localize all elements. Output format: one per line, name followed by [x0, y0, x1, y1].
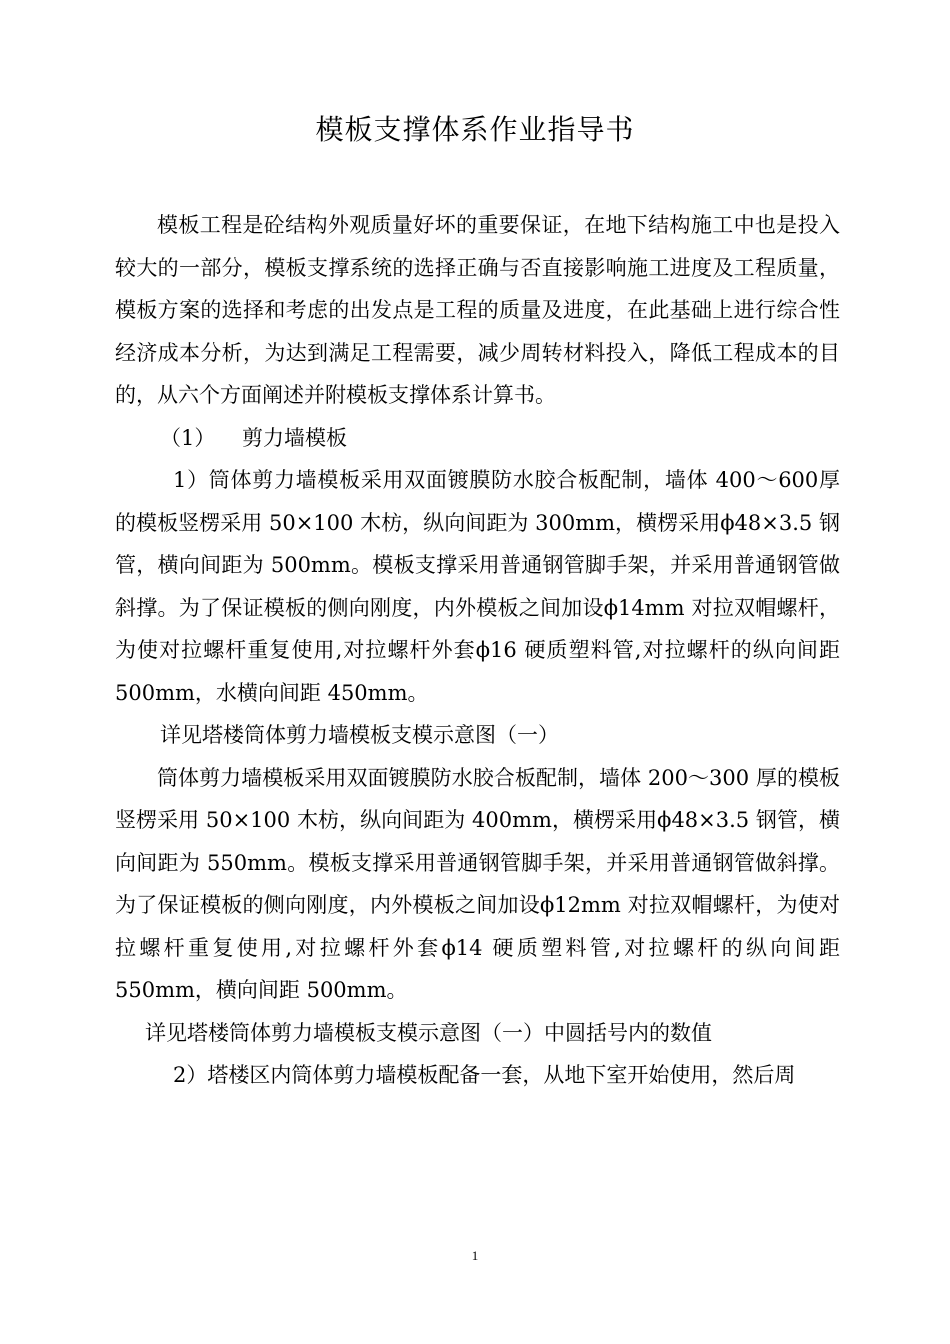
item-1-paragraph: 1）筒体剪力墙模板采用双面镀膜防水胶合板配制，墙体 400～600厚的模板竖楞采用 50×100 木枋，纵向间距为 300mm，横楞采用ϕ48×3.5 钢管，横向间距为 500mm。模板支撑采用普通钢管脚手架，并采用普通钢管做斜撑。为了保证模板的侧向刚度，内外模板之间加设ϕ14mm 对拉双帽螺杆，为使对拉螺杆重复使用,对拉螺杆外套ϕ16 硬质塑料管,对拉螺杆的纵向间距 500mm，水横向间距 450mm。 — [115, 468, 840, 705]
intro-paragraph: 模板工程是砼结构外观质量好坏的重要保证，在地下结构施工中也是投入较大的一部分，模板支撑系统的选择正确与否直接影响施工进度及工程质量，模板方案的选择和考虑的出发点是工程的质量及进度，在此基础上进行综合性经济成本分析，为达到满足工程需要，减少周转材料投入，降低工程成本的目的，从六个方面阐述并附模板支撑体系计算书。 — [115, 213, 840, 407]
section-heading — [115, 417, 840, 460]
document-body — [115, 204, 840, 1097]
section-title: 剪力墙模板 — [242, 425, 347, 450]
page-number: 1 — [471, 1248, 479, 1263]
reference-2: 详见塔楼筒体剪力墙模板支模示意图（一）中圆括号内的数值 — [145, 1020, 712, 1045]
section-number: （1） — [160, 425, 216, 450]
item-2-paragraph: 2）塔楼区内筒体剪力墙模板配备一套，从地下室开始使用，然后周 — [173, 1063, 796, 1087]
item-1b-paragraph: 筒体剪力墙模板采用双面镀膜防水胶合板配制，墙体 200～300 厚的模板竖楞采用 50×100 木枋，纵向间距为 400mm，横楞采用ϕ48×3.5 钢管，横向间距为 550mm。模板支撑采用普通钢管脚手架，并采用普通钢管做斜撑。为了保证模板的侧向刚度，内外模板之间加设ϕ12mm 对拉双帽螺杆，为使对拉螺杆重复使用,对拉螺杆外套ϕ14 硬质塑料管,对拉螺杆的纵向间距550mm，横向间距 500mm。 — [115, 765, 840, 1002]
document-title: 模板支撑体系作业指导书 — [315, 113, 635, 146]
reference-1: 详见塔楼筒体剪力墙模板支模示意图（一） — [160, 723, 559, 747]
